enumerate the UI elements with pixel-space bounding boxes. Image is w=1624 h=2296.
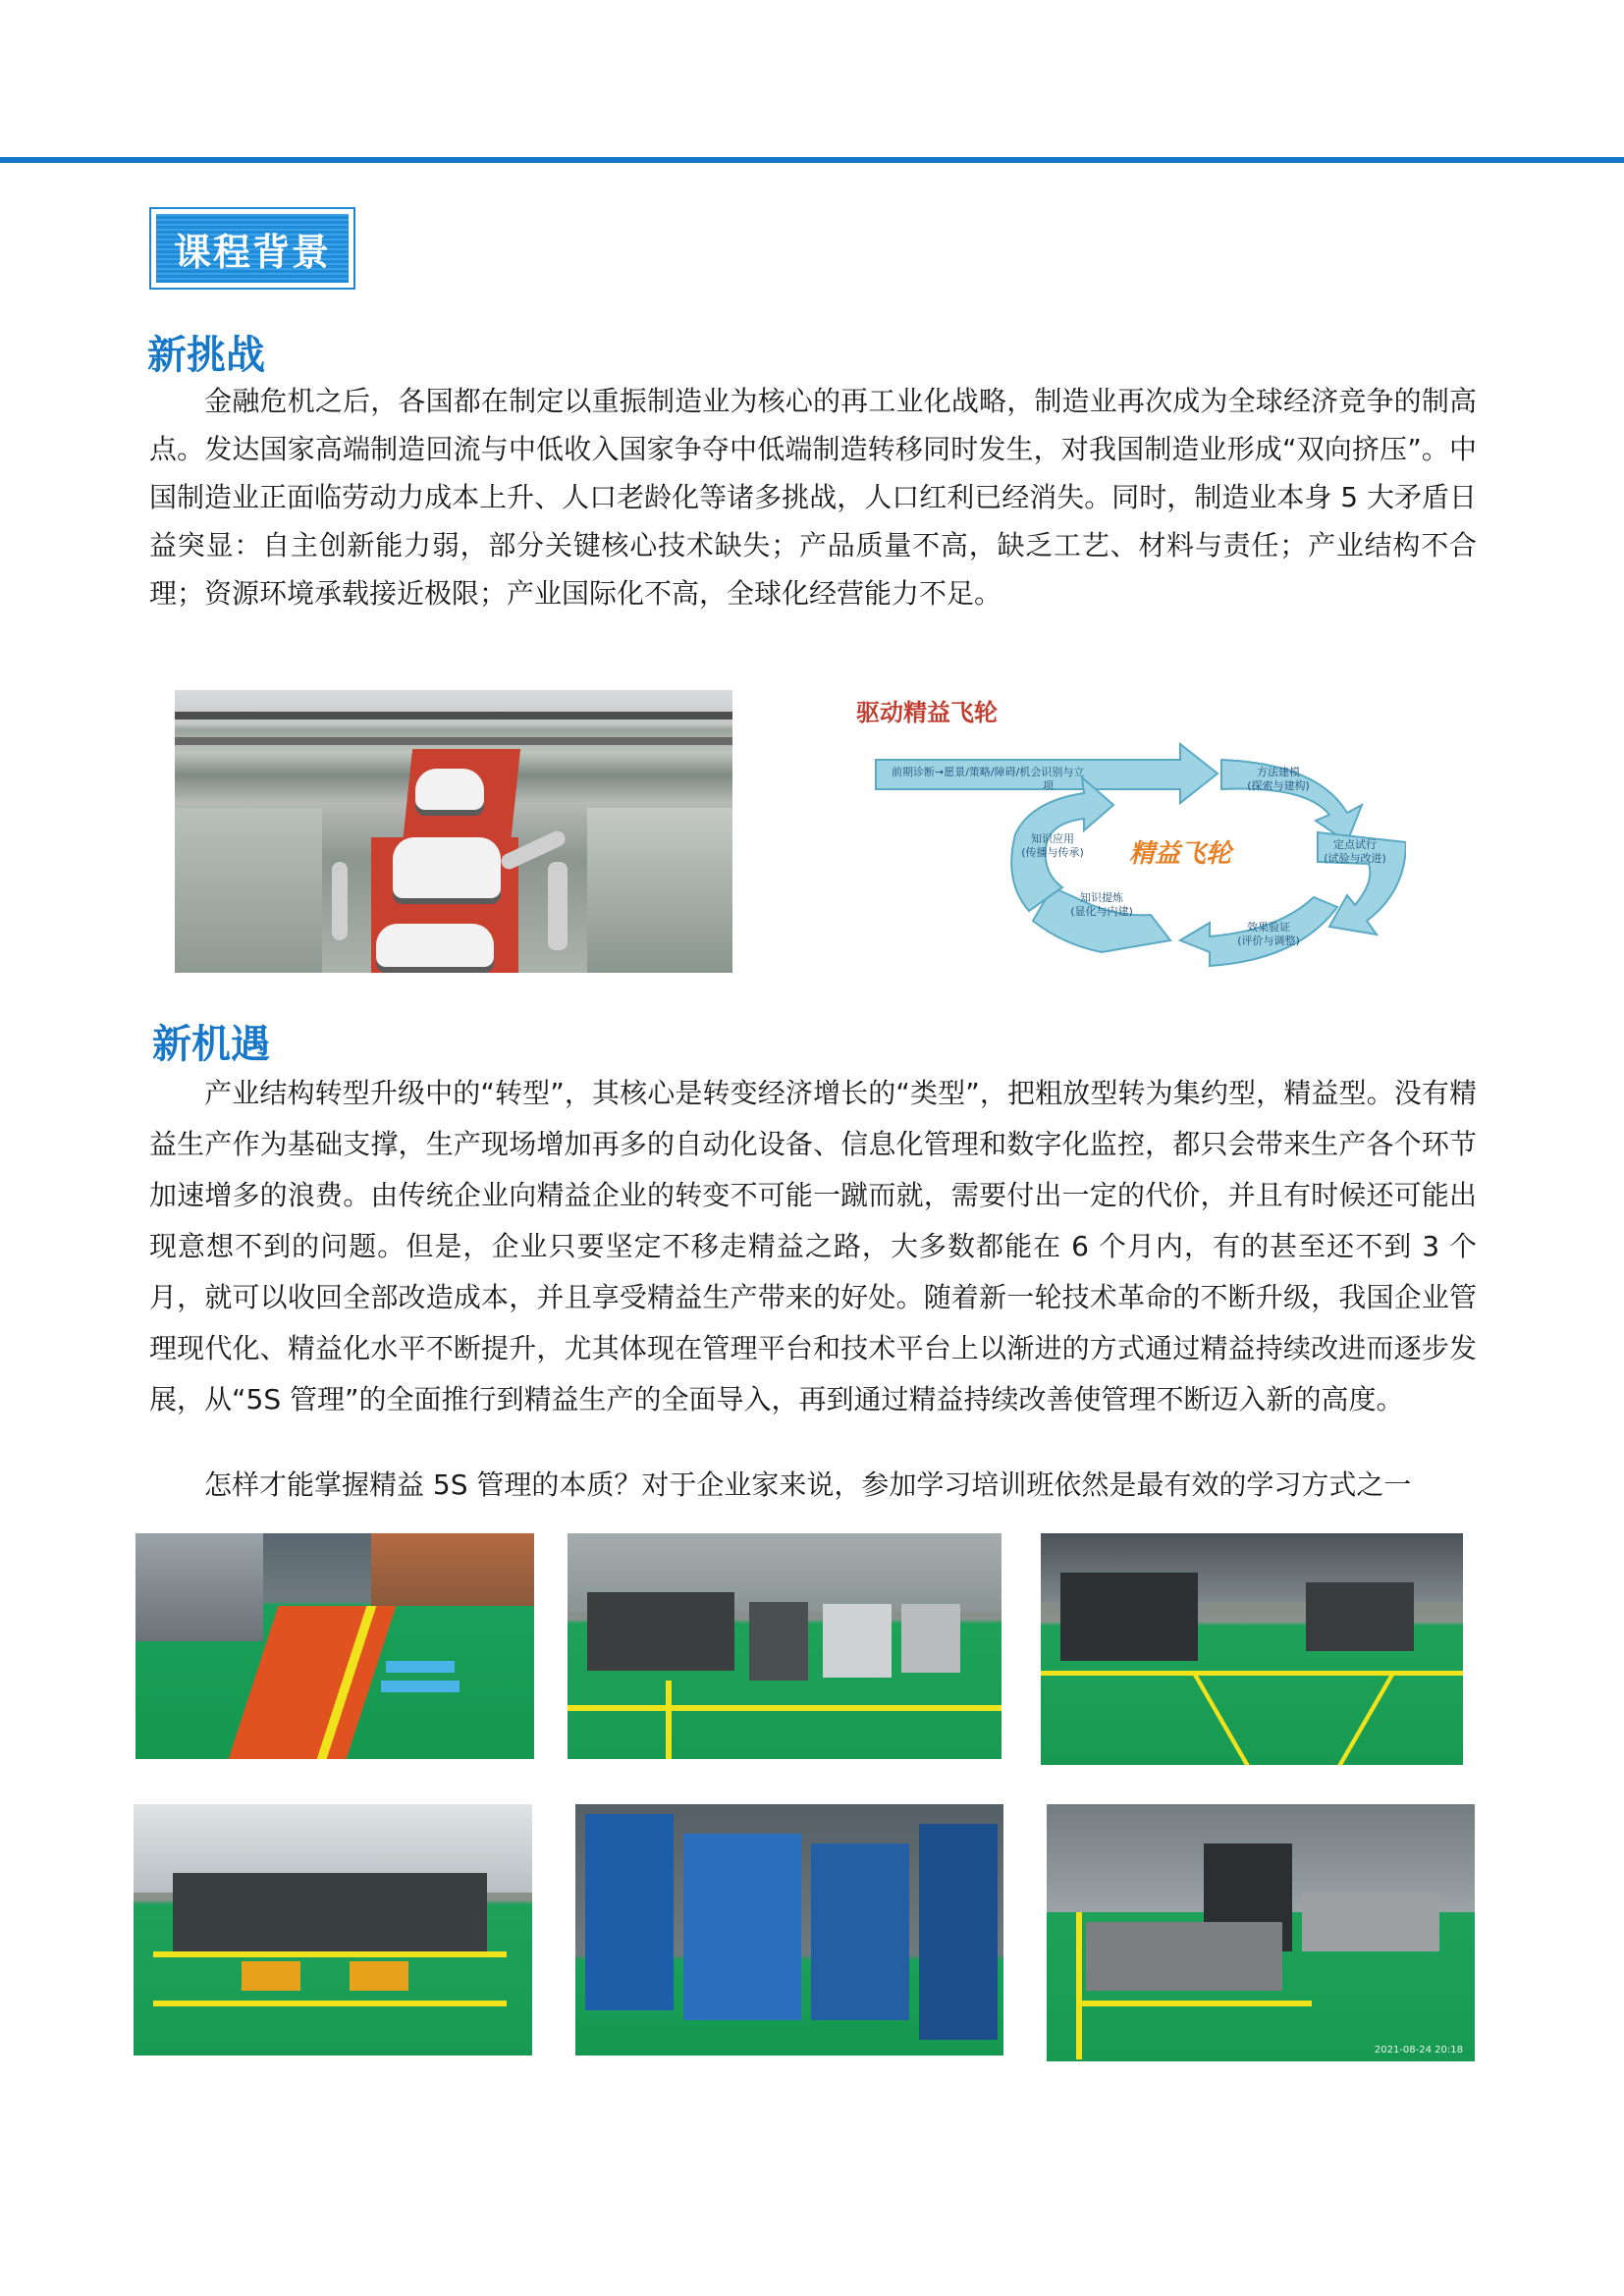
workshop-photo-1	[135, 1533, 534, 1759]
workshop-photo-5	[575, 1804, 1003, 2056]
flywheel-step-3-line2: (试验与改进)	[1324, 852, 1386, 865]
flywheel-step-3-line1: 定点试行	[1333, 838, 1377, 851]
paragraph-opportunity-text: 产业结构转型升级中的“转型”，其核心是转变经济增长的“类型”，把粗放型转为集约型，精益型。没有精益生产作为基础支撑，生产现场增加再多的自动化设备、信息化管理和数字化监控，都只会带来生产各个环节加速增多的浪费。由传统企业向精益企业的转变不可能一蹴而就，需要付出一定的代价，并且有时候还可能出现意想不到的问题。但是，企业只要坚定不移走精益之路，大多数都能在 6 个月内，有的甚至还不到 3 个月，就可以收回全部改造成本，并且享受精益生产带来的好处。随着新一轮技术革命的不断升级，我国企业管理现代化、精益化水平不断提升，尤其体现在管理平台和技术平台上以渐进的方式通过精益持续改进而逐步发展，从“5S 管理”的全面推行到精益生产的全面导入，再到通过精益持续改善使管理不断迈入新的高度。	[149, 1077, 1477, 1415]
section-badge-label: 课程背景	[156, 214, 349, 283]
paragraph-opportunity	[149, 1068, 1477, 1425]
flywheel-title: 驱动精益飞轮	[856, 699, 998, 726]
workshop-photo-6	[1047, 1804, 1475, 2061]
section-badge	[149, 207, 355, 290]
workshop-photo-3	[1041, 1533, 1463, 1765]
flywheel-step-2-line2: (探索与建构)	[1247, 779, 1310, 792]
flywheel-step-4-line2: (评价与调整)	[1237, 934, 1300, 947]
paragraph-challenge-text: 金融危机之后，各国都在制定以重振制造业为核心的再工业化战略，制造业再次成为全球经济竞争的制高点。发达国家高端制造回流与中低收入国家争夺中低端制造转移同时发生，对我国制造业形成“双向挤压”。中国制造业正面临劳动力成本上升、人口老龄化等诸多挑战，人口红利已经消失。同时，制造业本身 5 大矛盾日益突显：自主创新能力弱，部分关键核心技术缺失；产品质量不高，缺乏工艺、材料与责任；产业结构不合理；资源环境承载接近极限；产业国际化不高，全球化经营能力不足。	[149, 385, 1477, 610]
flywheel-step-5-line2: (显化与内建)	[1070, 905, 1133, 918]
flywheel-step-5-line1: 知识提炼	[1080, 891, 1123, 904]
heading-new-opportunity: 新机遇	[152, 1022, 270, 1067]
flywheel-step-6-line2: (传播与传承)	[1021, 846, 1084, 859]
photo-timestamp: 2021-08-24 20:18	[1374, 2045, 1463, 2056]
paragraph-closing-text: 怎样才能掌握精益 5S 管理的本质？对于企业家来说，参加学习培训班依然是最有效的学习方式之一	[204, 1468, 1412, 1501]
factory-line-photo	[175, 690, 732, 973]
flywheel-step-1-line2: 项	[1043, 779, 1054, 792]
flywheel-center-label: 精益飞轮	[1128, 839, 1232, 869]
flywheel-step-2-line1: 方法建模	[1257, 766, 1300, 778]
workshop-photo-4	[134, 1804, 532, 2056]
lean-flywheel-diagram	[856, 695, 1406, 972]
flywheel-step-4-line1: 效果验证	[1247, 921, 1290, 934]
top-rule	[0, 157, 1624, 163]
paragraph-challenge	[149, 377, 1477, 617]
flywheel-step-1-line1: 前期诊断→愿景/策略/障碍/机会识别与立	[892, 766, 1085, 778]
heading-new-challenge: 新挑战	[147, 333, 265, 378]
paragraph-closing	[149, 1461, 1477, 1509]
workshop-photo-2	[568, 1533, 1001, 1759]
flywheel-step-6-line1: 知识应用	[1031, 832, 1074, 845]
